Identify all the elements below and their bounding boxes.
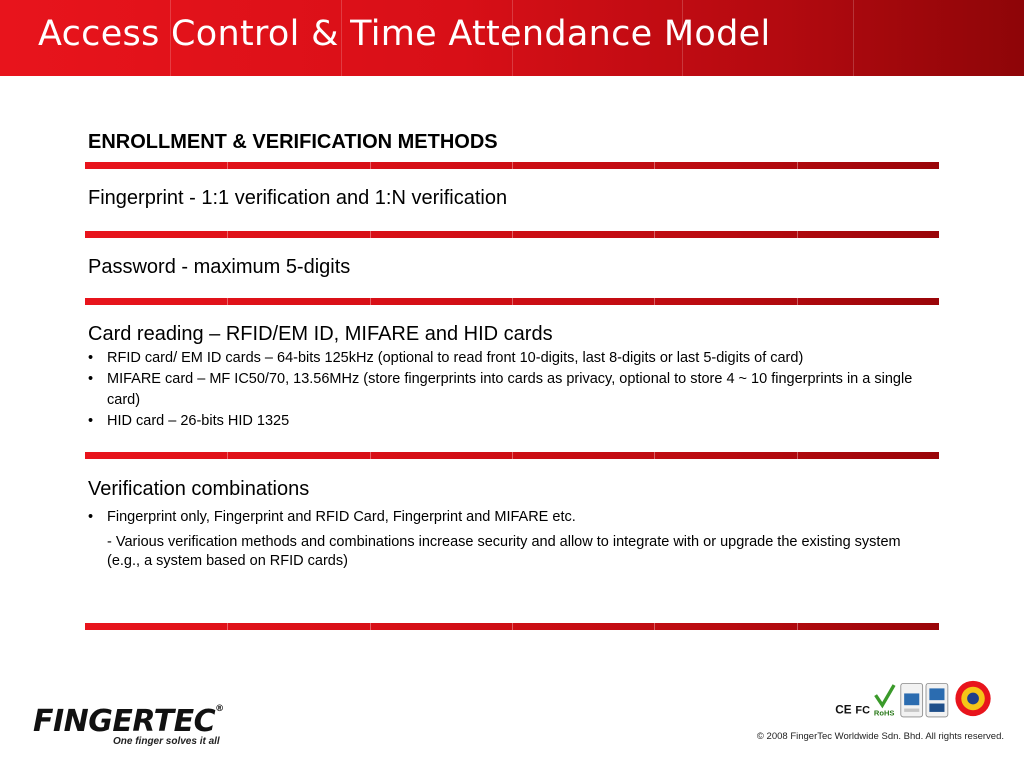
list-item-text: HID card – 26-bits HID 1325 [107,413,290,429]
fcc-mark-icon: FC [855,704,870,717]
fingertec-logo [33,704,224,747]
separator-bar [85,162,939,169]
list-item [88,507,938,528]
rohs-icon [874,685,895,717]
separator-bar [85,623,939,630]
fingerprint-method-title: Fingerprint - 1:1 verification and 1:N verification [88,187,508,209]
bullet-icon: • [88,509,94,525]
list-item [88,348,938,369]
bullet-icon: • [88,371,94,387]
logo-wordmark: FINGERTEC [33,704,216,739]
combinations-note: - Various verification methods and combinations increase security and allow to integrate with or upgrade the existing system (e.g., a system based on RFID cards) [107,534,901,569]
combinations-list [88,507,938,528]
list-item-text: MIFARE card – MF IC50/70, 13.56MHz (store fingerprints into cards as privacy, optional to store 4 ~ 10 fingerprints in a single card) [107,371,913,408]
slide-title: Access Control & Time Attendance Model [38,14,771,54]
list-item [88,411,938,432]
header-divider [853,0,854,76]
svg-text:RoHS: RoHS [873,708,895,718]
verification-combinations-title: Verification combinations [88,478,310,500]
hardware-tested-badge-icon [926,683,948,717]
card-reading-title: Card reading – RFID/EM ID, MIFARE and HID cards [88,323,553,345]
header-banner [0,0,1024,76]
bullet-icon: • [88,413,94,429]
password-method-title: Password - maximum 5-digits [88,256,351,278]
separator-bar [85,452,939,459]
card-reading-list [88,348,938,432]
certification-badges [818,680,1013,722]
powered-by-badge-icon [901,683,923,717]
logo-registered: ® [215,704,224,714]
ce-mark-icon: CE [835,703,852,717]
logo-tagline: One finger solves it all [113,736,220,747]
bullet-icon: • [88,350,94,366]
list-item-text: RFID card/ EM ID cards – 64-bits 125kHz (optional to read front 10-digits, last 8-digits or last 5-digits of card) [107,350,804,366]
list-item-text: Fingerprint only, Fingerprint and RFID Card, Fingerprint and MIFARE etc. [107,509,576,525]
separator-bar [85,231,939,238]
separator-bar [85,298,939,305]
copyright-text: © 2008 FingerTec Worldwide Sdn. Bhd. All rights reserved. [756,731,1004,742]
made-in-malaysia-icon [955,681,990,716]
section-heading: ENROLLMENT & VERIFICATION METHODS [88,131,498,153]
list-item [88,369,938,411]
